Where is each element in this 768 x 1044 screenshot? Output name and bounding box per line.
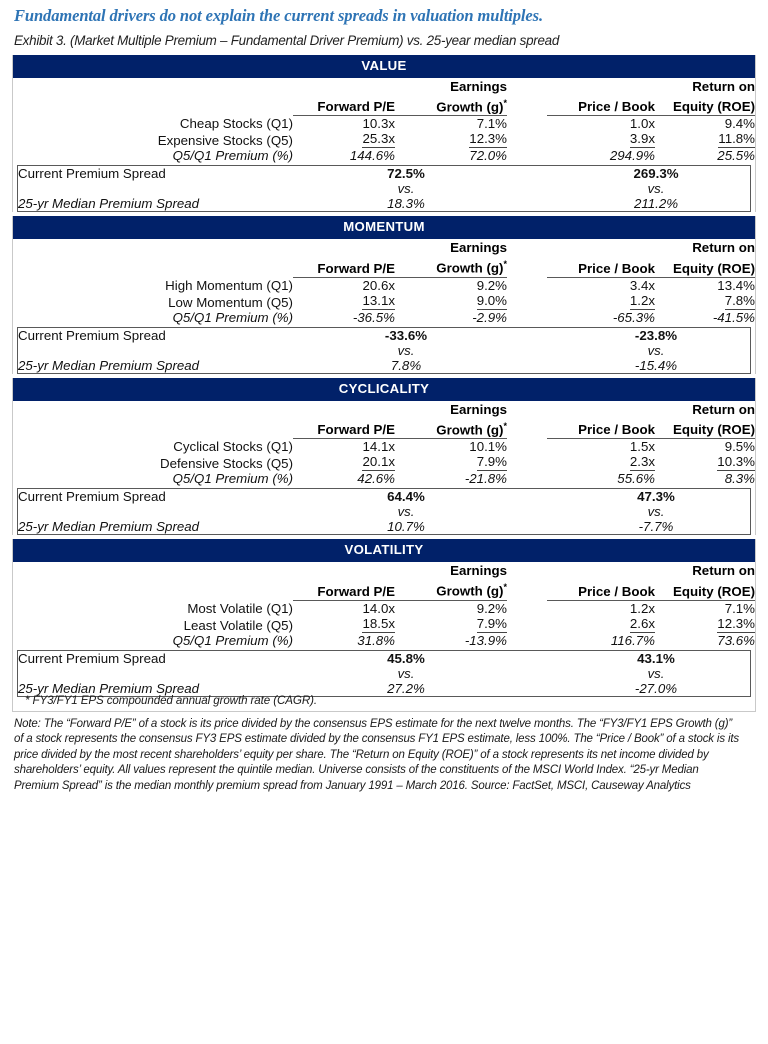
cell-gap: [507, 616, 547, 633]
versus-blank: [18, 181, 300, 196]
header-price-book: Price / Book: [547, 418, 655, 439]
current-spread-label: Current Premium Spread: [18, 489, 166, 505]
note-block: [12, 712, 756, 795]
cell-forward-pe: 31.8%: [357, 632, 395, 648]
cell-roe: 10.3%: [717, 454, 755, 470]
row-label: Low Momentum (Q5): [168, 294, 293, 310]
cell-roe: 7.1%: [724, 600, 755, 616]
header-roe: Equity (ROE): [655, 95, 755, 116]
cell-gap: [507, 116, 547, 132]
note-line: Premium Spread” is the median monthly premium spread from January 1991 – March 2016. Source: FactSet, MSCI, Causeway Analytics: [14, 780, 691, 793]
current-spread-earnings: 72.5%: [387, 166, 425, 182]
header-price-book: Price / Book: [547, 256, 655, 277]
versus-earnings: vs.: [397, 342, 415, 358]
header-blank2: [13, 579, 293, 600]
table-row: [13, 439, 755, 455]
header-row-top: [13, 239, 755, 256]
versus-roe: vs.: [647, 665, 665, 681]
spread-gap: [512, 489, 552, 504]
factor-section: [12, 378, 756, 535]
header-forward-pe-top: [293, 401, 395, 418]
factor-section: [12, 55, 756, 212]
section-title-band: CYCLICALITY: [13, 378, 755, 401]
section-title-band: VOLATILITY: [13, 539, 755, 562]
cell-forward-pe: 18.5x: [362, 615, 395, 631]
cell-roe: 25.5%: [717, 148, 755, 164]
note-line: Note: The “Forward P/E” of a stock is its price divided by the consensus EPS estimate for the next twelve months. The “FY3/FY1 EPS Growth (g)”: [14, 717, 733, 730]
cell-price-book: -65.3%: [612, 309, 655, 325]
premium-spread-box: [17, 488, 751, 535]
versus-roe: vs.: [647, 342, 665, 358]
cell-roe: 9.4%: [724, 116, 755, 132]
spread-gap: [512, 651, 552, 666]
header-price-book-top: [547, 239, 655, 256]
cell-earnings-growth: -2.9%: [472, 309, 507, 325]
header-price-book-top: [547, 78, 655, 95]
cell-price-book: 2.3x: [629, 454, 655, 470]
premium-spread-table: [18, 328, 760, 373]
header-row-bottom: [13, 418, 755, 439]
cell-roe: 73.6%: [717, 632, 755, 648]
current-spread-row: [18, 166, 760, 181]
spread-gap2: [512, 181, 552, 196]
median-spread-earnings: 27.2%: [387, 680, 425, 696]
header-row-top: [13, 401, 755, 418]
cell-roe: 9.5%: [724, 439, 755, 455]
header-forward-pe: Forward P/E: [293, 579, 395, 600]
versus-earnings: vs.: [397, 504, 415, 520]
table-row: [13, 471, 755, 486]
spread-gap3: [512, 519, 552, 534]
current-spread-roe: 269.3%: [633, 166, 679, 182]
cell-gap: [507, 439, 547, 455]
header-roe-top: Return on: [692, 401, 755, 417]
cell-price-book: 55.6%: [617, 471, 655, 487]
spread-gap2: [512, 666, 552, 681]
versus-row: [18, 504, 760, 519]
cell-gap: [507, 310, 547, 325]
row-label: Q5/Q1 Premium (%): [172, 148, 293, 164]
current-spread-label: Current Premium Spread: [18, 650, 166, 666]
table-row: [13, 131, 755, 148]
cell-roe: 8.3%: [724, 471, 755, 487]
current-spread-label: Current Premium Spread: [18, 166, 166, 182]
table-row: [13, 277, 755, 293]
current-spread-row: [18, 328, 760, 343]
median-spread-row: [18, 196, 760, 211]
table-row: [13, 600, 755, 616]
header-blank: [13, 401, 293, 418]
header-earnings-top: Earnings: [450, 240, 507, 256]
header-earnings-growth: Growth (g)*: [395, 418, 507, 439]
median-spread-roe: -27.0%: [634, 680, 678, 696]
table-row: [13, 633, 755, 648]
cell-price-book: 1.2x: [629, 292, 655, 308]
cell-forward-pe: 42.6%: [357, 471, 395, 487]
cell-forward-pe: 20.6x: [362, 277, 395, 293]
cell-roe: 13.4%: [717, 277, 755, 293]
cell-forward-pe: 144.6%: [349, 148, 395, 164]
premium-spread-table: [18, 651, 760, 696]
header-forward-pe-top: [293, 239, 395, 256]
median-spread-roe: -15.4%: [634, 357, 678, 373]
cell-price-book: 116.7%: [610, 632, 655, 648]
row-label: Least Volatile (Q5): [183, 617, 293, 633]
header-earnings-growth: Growth (g)*: [395, 579, 507, 600]
cell-forward-pe: 20.1x: [362, 454, 395, 470]
cell-gap: [507, 131, 547, 148]
cell-earnings-growth: 72.0%: [469, 148, 507, 164]
median-spread-label: 25-yr Median Premium Spread: [18, 196, 200, 212]
header-row-bottom: [13, 95, 755, 116]
page-headline: Fundamental drivers do not explain the current spreads in valuation multiples.: [14, 6, 543, 25]
sections-container: [12, 55, 756, 697]
metrics-table: [13, 562, 755, 647]
header-row-bottom: [13, 256, 755, 277]
versus-roe: vs.: [647, 181, 665, 197]
spread-gap: [512, 328, 552, 343]
section-title-band: MOMENTUM: [13, 216, 755, 239]
header-forward-pe: Forward P/E: [293, 256, 395, 277]
header-gap: [507, 239, 547, 256]
row-label: Q5/Q1 Premium (%): [172, 309, 293, 325]
header-blank2: [13, 256, 293, 277]
header-earnings-growth: Growth (g)*: [395, 256, 507, 277]
metrics-table: [13, 239, 755, 324]
premium-spread-box: [17, 650, 751, 697]
header-gap: [507, 401, 547, 418]
median-spread-label: 25-yr Median Premium Spread: [18, 680, 200, 696]
header-forward-pe-top: [293, 562, 395, 579]
cell-forward-pe: 13.1x: [362, 292, 395, 308]
versus-row: [18, 181, 760, 196]
median-spread-earnings: 18.3%: [387, 196, 425, 212]
cell-earnings-growth: 10.1%: [469, 439, 507, 455]
factor-section: [12, 539, 756, 696]
header-row-bottom: [13, 579, 755, 600]
table-row: [13, 116, 755, 132]
median-spread-label: 25-yr Median Premium Spread: [18, 357, 200, 373]
note-line: shareholders’ equity. All values represent the quintile median. Universe consists of the constituents of the MSCI World Index. “25-yr Median: [14, 764, 699, 777]
median-spread-label: 25-yr Median Premium Spread: [18, 519, 200, 535]
premium-spread-table: [18, 166, 760, 211]
spread-gap3: [512, 196, 552, 211]
header-gap2: [507, 256, 547, 277]
header-gap2: [507, 95, 547, 116]
cell-forward-pe: 14.1x: [362, 439, 395, 455]
header-earnings-top: Earnings: [450, 401, 507, 417]
cell-forward-pe: 10.3x: [362, 116, 395, 132]
cell-gap: [507, 471, 547, 486]
header-blank: [13, 562, 293, 579]
header-earnings-growth: Growth (g)*: [395, 95, 507, 116]
metrics-table: [13, 401, 755, 486]
cell-earnings-growth: 7.1%: [476, 116, 507, 132]
metrics-table: [13, 78, 755, 163]
header-roe: Equity (ROE): [655, 579, 755, 600]
current-spread-row: [18, 489, 760, 504]
row-label: Q5/Q1 Premium (%): [172, 632, 293, 648]
cell-earnings-growth: 9.2%: [476, 600, 507, 616]
header-earnings-top: Earnings: [450, 563, 507, 579]
table-row: [13, 148, 755, 163]
table-row: [13, 293, 755, 310]
cell-gap: [507, 633, 547, 648]
median-spread-earnings: 10.7%: [387, 519, 425, 535]
current-spread-row: [18, 651, 760, 666]
median-spread-row: [18, 519, 760, 534]
current-spread-earnings: 64.4%: [387, 489, 425, 505]
cell-earnings-growth: 12.3%: [469, 131, 507, 147]
header-price-book-top: [547, 401, 655, 418]
row-label: Q5/Q1 Premium (%): [172, 471, 293, 487]
spread-gap3: [512, 358, 552, 373]
header-earnings-top: Earnings: [450, 79, 507, 94]
versus-earnings: vs.: [397, 181, 415, 197]
current-spread-roe: 47.3%: [637, 489, 675, 505]
cell-earnings-growth: -21.8%: [464, 471, 507, 487]
versus-blank: [18, 343, 300, 358]
factor-section: [12, 216, 756, 373]
header-roe-top: Return on: [692, 240, 755, 256]
premium-spread-box: [17, 165, 751, 212]
median-spread-roe: -7.7%: [638, 519, 674, 535]
cell-roe: 12.3%: [717, 615, 755, 631]
header-gap2: [507, 418, 547, 439]
cell-price-book: 1.2x: [629, 600, 655, 616]
header-blank: [13, 239, 293, 256]
current-spread-roe: 43.1%: [637, 650, 675, 666]
versus-blank: [18, 504, 300, 519]
cell-roe: 11.8%: [718, 131, 755, 147]
header-forward-pe: Forward P/E: [293, 418, 395, 439]
cell-forward-pe: 14.0x: [362, 600, 395, 616]
cell-earnings-growth: 9.2%: [476, 277, 507, 293]
versus-blank: [18, 666, 300, 681]
versus-earnings: vs.: [397, 665, 415, 681]
cell-price-book: 2.6x: [629, 615, 655, 631]
header-roe: Equity (ROE): [655, 418, 755, 439]
section-title-band: VALUE: [13, 55, 755, 78]
header-blank2: [13, 418, 293, 439]
row-label: High Momentum (Q1): [165, 277, 293, 293]
current-spread-earnings: 45.8%: [387, 650, 425, 666]
row-label: Most Volatile (Q1): [187, 600, 293, 616]
cell-price-book: 3.4x: [629, 277, 655, 293]
row-label: Expensive Stocks (Q5): [157, 133, 293, 149]
header-row-top: [13, 562, 755, 579]
median-spread-earnings: 7.8%: [390, 357, 422, 373]
cell-price-book: 1.0x: [629, 116, 655, 132]
cell-forward-pe: -36.5%: [352, 309, 395, 325]
footnote-asterisk: * FY3/FY1 EPS compounded annual growth rate (CAGR).: [12, 691, 756, 712]
header-gap2: [507, 579, 547, 600]
versus-row: [18, 666, 760, 681]
cell-earnings-growth: -13.9%: [464, 632, 507, 648]
versus-row: [18, 343, 760, 358]
header-price-book-top: [547, 562, 655, 579]
exhibit-caption: Exhibit 3. (Market Multiple Premium – Fundamental Driver Premium) vs. 25-year median spread: [14, 33, 560, 48]
header-price-book: Price / Book: [547, 95, 655, 116]
cell-roe: -41.5%: [712, 309, 755, 325]
cell-forward-pe: 25.3x: [362, 131, 395, 147]
cell-gap: [507, 148, 547, 163]
header-forward-pe: Forward P/E: [293, 95, 395, 116]
current-spread-earnings: -33.6%: [384, 327, 428, 343]
header-blank: [13, 78, 293, 95]
spread-gap: [512, 166, 552, 181]
row-label: Cyclical Stocks (Q1): [173, 439, 293, 455]
cell-gap: [507, 454, 547, 471]
cell-price-book: 294.9%: [609, 148, 655, 164]
header-price-book: Price / Book: [547, 579, 655, 600]
cell-gap: [507, 277, 547, 293]
header-gap: [507, 562, 547, 579]
note-line: price divided by the most recent shareholders’ equity per share. The “Return on Equity (ROE)” of a stock represents its net income divided by: [14, 748, 709, 761]
table-row: [13, 310, 755, 325]
spread-gap2: [512, 343, 552, 358]
median-spread-row: [18, 358, 760, 373]
table-row: [13, 616, 755, 633]
current-spread-roe: -23.8%: [634, 327, 678, 343]
cell-roe: 7.8%: [724, 292, 755, 308]
cell-price-book: 1.5x: [629, 439, 655, 455]
note-line: of a stock represents the consensus FY3 EPS estimate divided by the consensus FY1 EPS estimate, less 100%. The “Price / Book” of a stock is its: [14, 733, 739, 746]
cell-gap: [507, 600, 547, 616]
header-forward-pe-top: [293, 78, 395, 95]
cell-price-book: 3.9x: [629, 131, 655, 147]
cell-earnings-growth: 9.0%: [476, 292, 507, 308]
current-spread-label: Current Premium Spread: [18, 327, 166, 343]
header-gap: [507, 78, 547, 95]
header-roe: Equity (ROE): [655, 256, 755, 277]
versus-roe: vs.: [647, 504, 665, 520]
header-blank2: [13, 95, 293, 116]
premium-spread-table: [18, 489, 760, 534]
cell-earnings-growth: 7.9%: [476, 615, 507, 631]
spread-gap2: [512, 504, 552, 519]
premium-spread-box: [17, 327, 751, 374]
row-label: Defensive Stocks (Q5): [159, 456, 293, 472]
median-spread-roe: 211.2%: [633, 196, 679, 212]
cell-gap: [507, 293, 547, 310]
cell-earnings-growth: 7.9%: [476, 454, 507, 470]
row-label: Cheap Stocks (Q1): [179, 116, 293, 132]
header-roe-top: Return on: [692, 563, 755, 579]
header-roe-top: Return on: [692, 79, 755, 94]
table-row: [13, 454, 755, 471]
header-row-top: [13, 78, 755, 95]
